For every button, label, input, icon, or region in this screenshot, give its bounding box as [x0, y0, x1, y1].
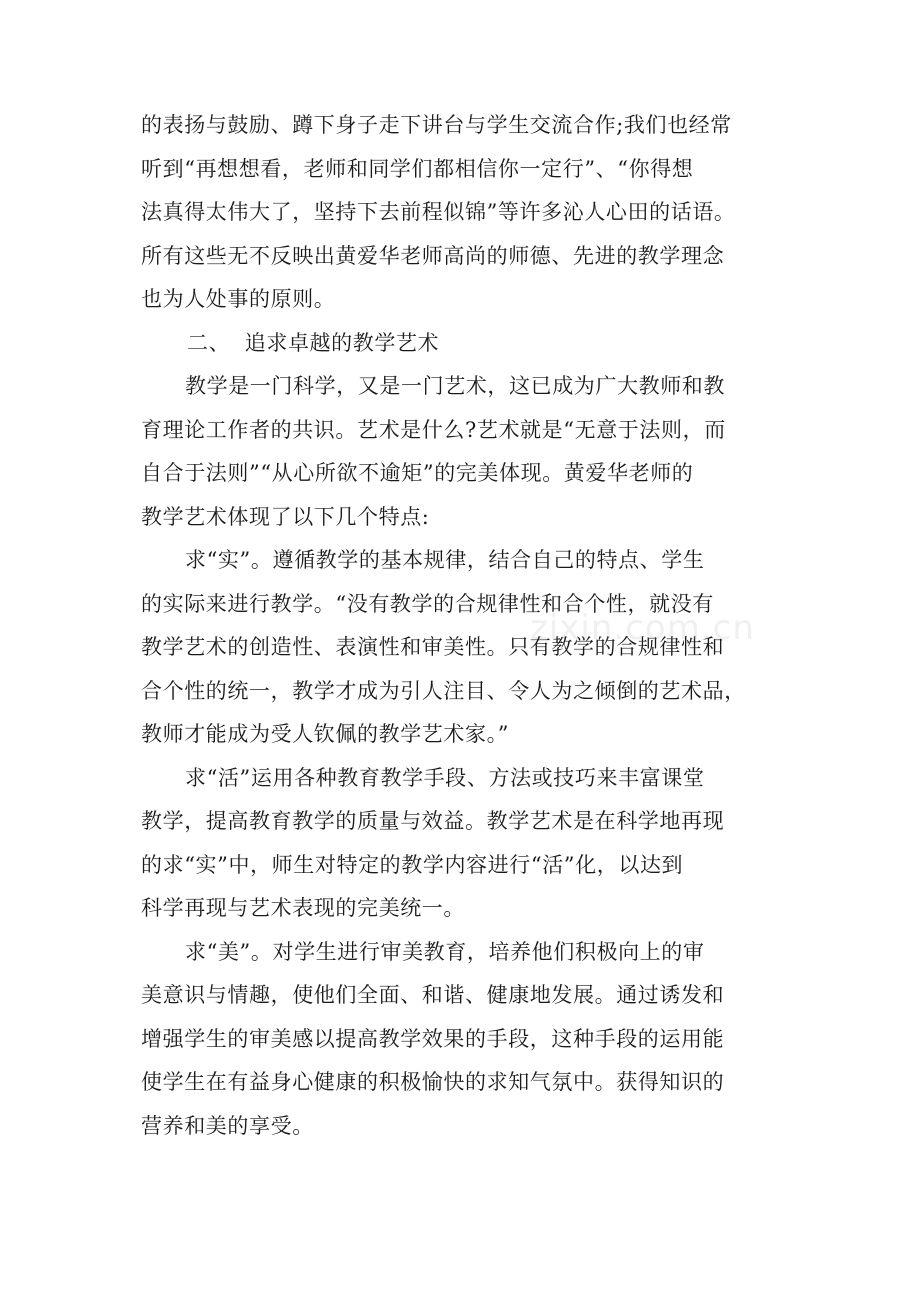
text-line: 教师才能成为受人钦佩的教学艺术家。”	[141, 722, 510, 746]
text-line: 科学再现与艺术表现的完美统一。	[141, 896, 465, 920]
text-line: 的实际来进行教学。“没有教学的合规律性和合个性，就没有	[141, 591, 714, 616]
text-line: 法真得太伟大了，坚持下去前程似锦”等许多沁人心田的话语。	[141, 200, 736, 224]
text-line: 的表扬与鼓励、蹲下身子走下讲台与学生交流合作;我们也经常	[141, 113, 732, 137]
text-line: 听到“再想想看，老师和同学们都相信你一定行”、“你得想	[141, 156, 694, 181]
text-line: 求“美”。对学生进行审美教育，培养他们积极向上的审	[185, 939, 705, 964]
watermark: zixin.com.cn	[530, 608, 755, 648]
text-line: 合个性的统一，教学才成为引人注目、令人为之倾倒的艺术品，	[141, 678, 746, 703]
text-line: 求“实”。遵循教学的基本规律，结合自己的特点、学生	[185, 548, 705, 572]
text-line: 营养和美的享受。	[141, 1113, 314, 1138]
paragraph-3	[141, 539, 781, 757]
text-line: 教学，提高教育教学的质量与效益。教学艺术是在科学地再现	[141, 809, 725, 833]
document-body	[141, 104, 781, 1148]
text-line: 自合于法则”“从心所欲不逾矩”的完美体现。黄爱华老师的	[141, 461, 694, 485]
text-line: 育理论工作者的共识。艺术是什么?艺术就是“无意于法则，而	[141, 417, 726, 442]
text-line: 教学艺术体现了以下几个特点:	[141, 504, 430, 529]
text-line: 的求“实”中，师生对特定的教学内容进行“活”化，以达到	[141, 852, 684, 877]
text-line: 教学是一门科学，又是一门艺术，这已成为广大教师和教	[185, 374, 725, 398]
paragraph-2	[141, 365, 781, 539]
text-line: 增强学生的审美感以提高教学效果的手段，这种手段的运用能	[141, 1026, 725, 1051]
paragraph-1	[141, 104, 781, 322]
paragraph-5	[141, 931, 781, 1149]
text-line: 所有这些无不反映出黄爱华老师高尚的师德、先进的教学理念	[141, 243, 725, 268]
text-line: 美意识与情趣，使他们全面、和谐、健康地发展。通过诱发和	[141, 983, 725, 1007]
paragraph-4	[141, 757, 781, 931]
section-heading: 二、 追求卓越的教学艺术	[187, 330, 440, 355]
text-line: 使学生在有益身心健康的积极愉快的求知气氛中。获得知识的	[141, 1070, 725, 1094]
text-line: 也为人处事的原则。	[141, 287, 336, 311]
text-line: 教学艺术的创造性、表演性和审美性。只有教学的合规律性和	[141, 635, 725, 659]
text-line: 求“活”运用各种教育教学手段、方法或技巧来丰富课堂	[185, 765, 705, 790]
